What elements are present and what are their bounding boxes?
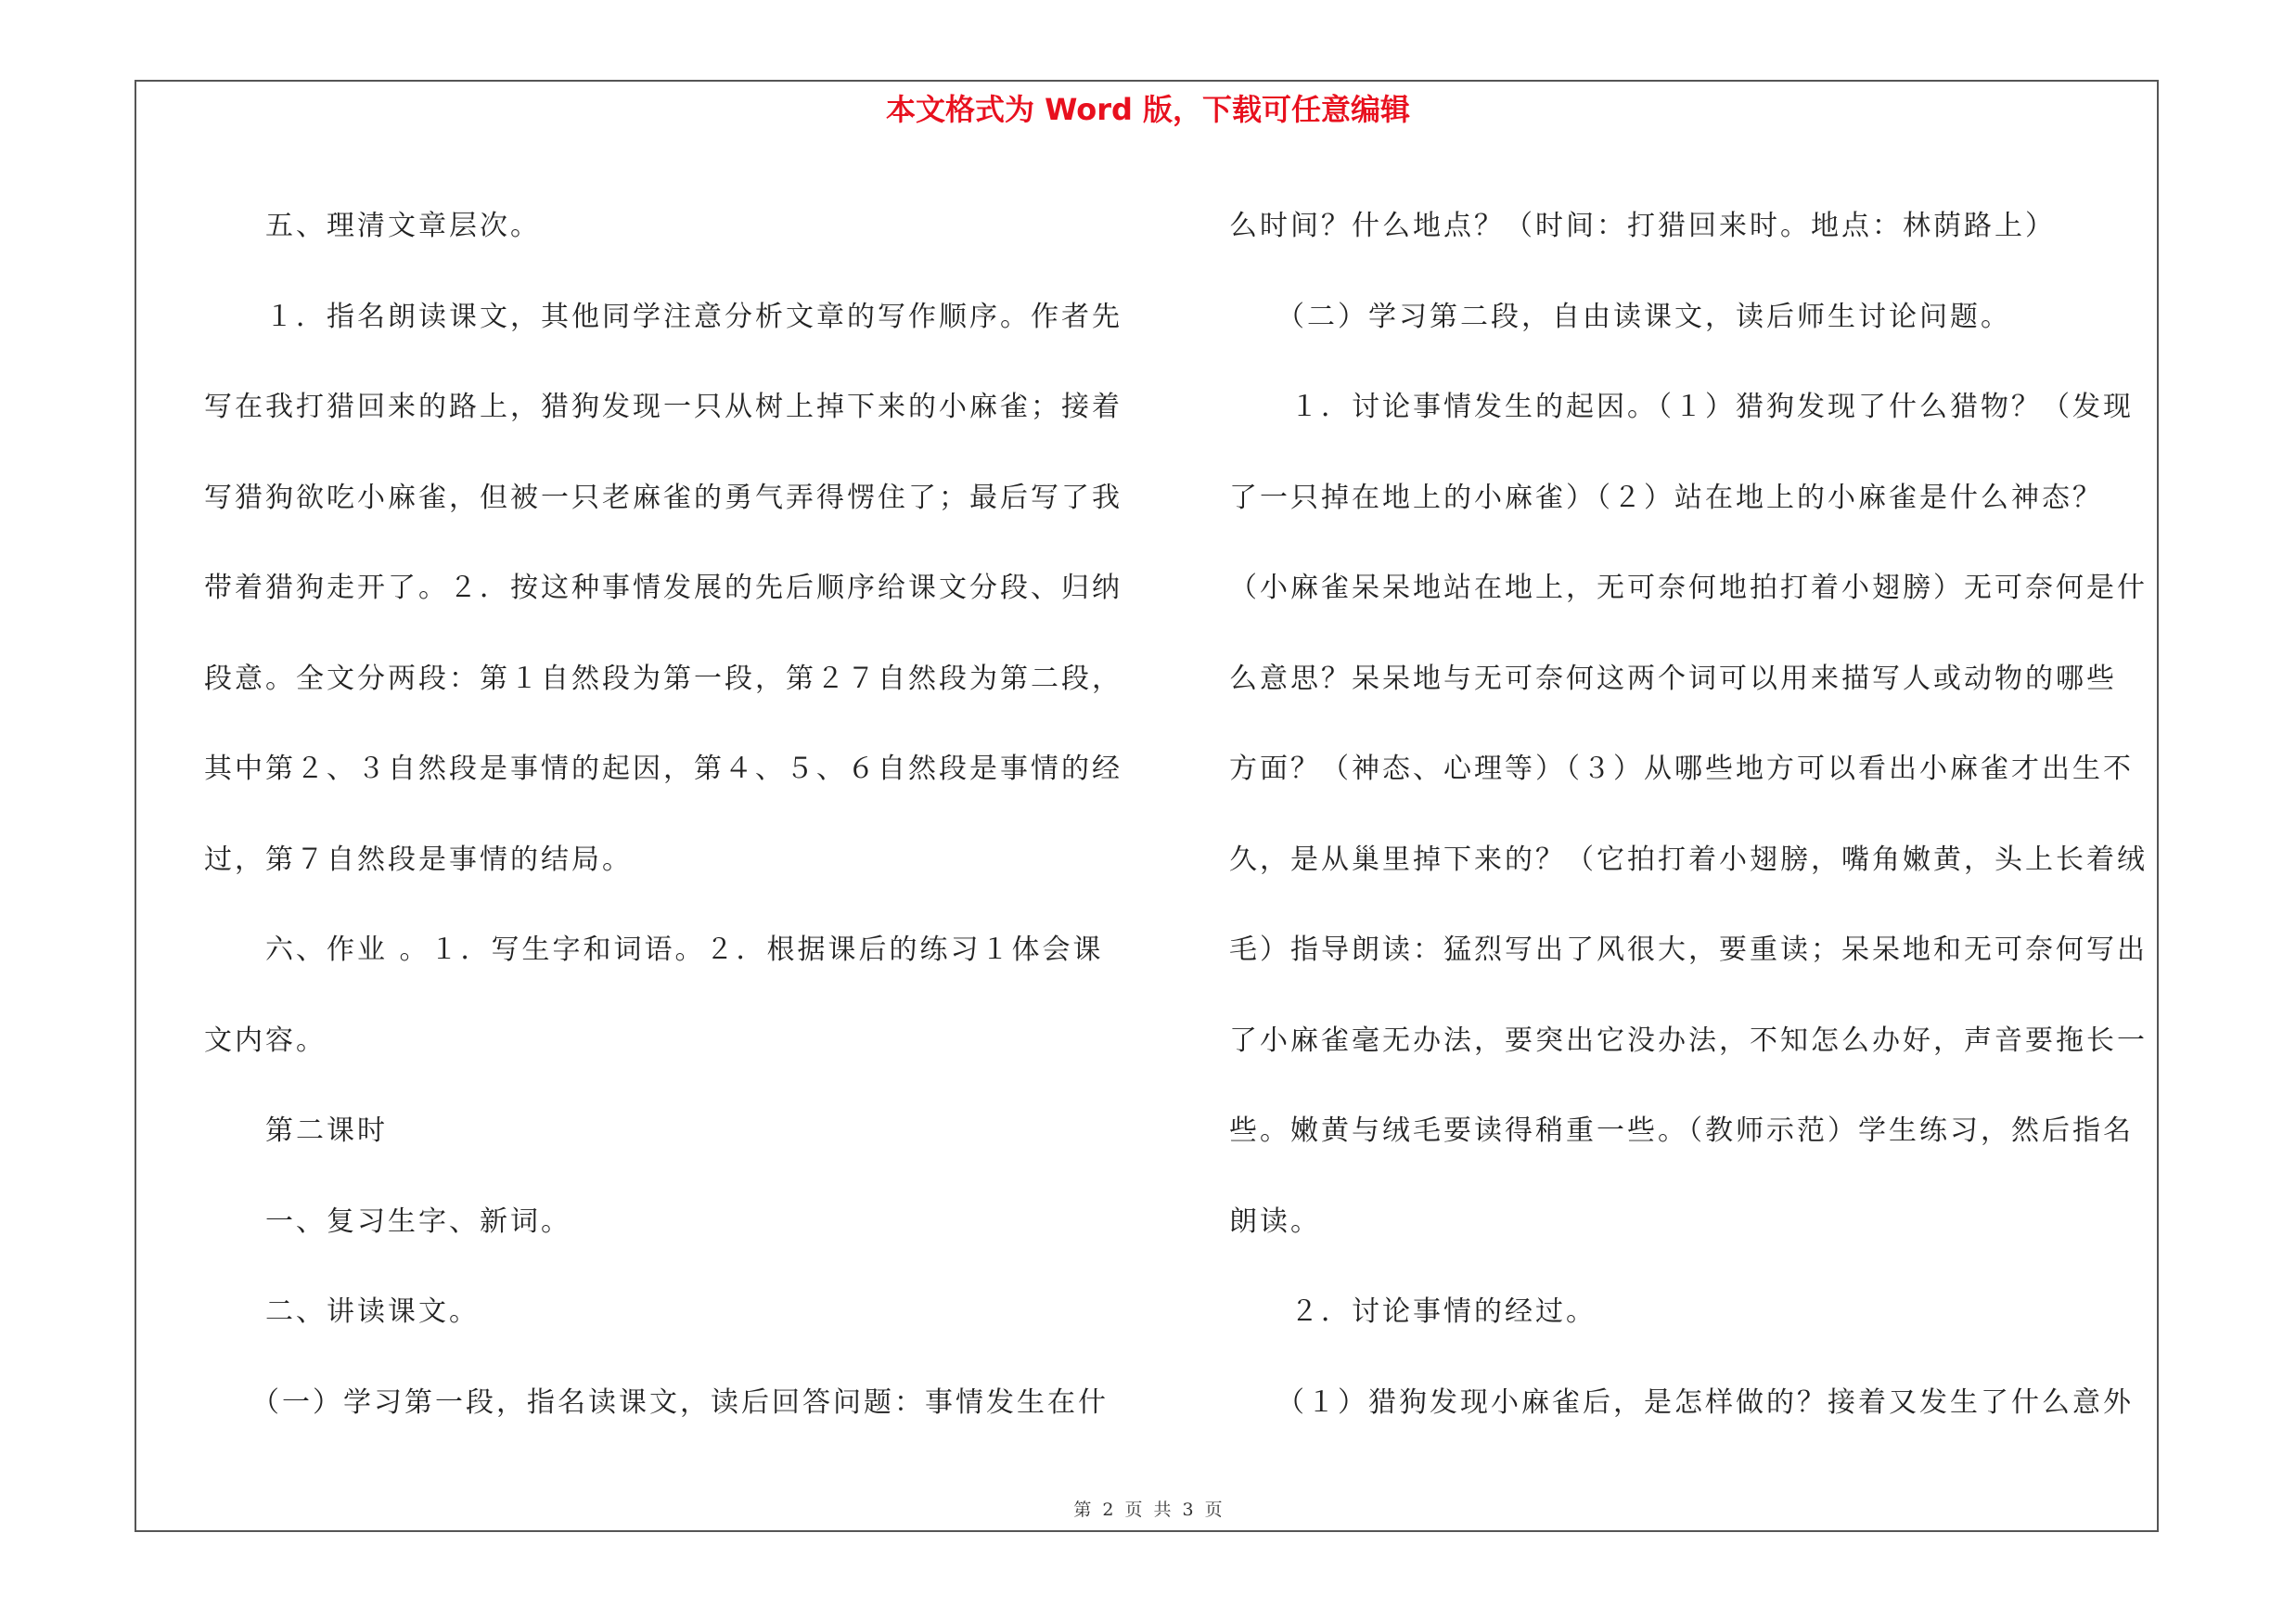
text-line: 久，是从巢里掉下来的？（它拍打着小翅膀，嘴角嫩黄，头上长着绒 xyxy=(1229,843,2148,876)
page-banner: 本文格式为 Word 版，下载可任意编辑 xyxy=(885,92,1411,127)
text-line: （一）学习第一段，指名读课文，读后回答问题：事情发生在什 xyxy=(204,1385,1109,1419)
left-column xyxy=(204,181,1141,1448)
text-line: 五、理清文章层次。 xyxy=(204,210,541,242)
text-line: （１）猎狗发现小麻雀后，是怎样做的？接着又发生了什么意外 xyxy=(1229,1385,2134,1419)
text-line: 其中第２、３自然段是事情的起因，第４、５、６自然段是事情的经 xyxy=(204,753,1122,785)
text-line: 朗读。 xyxy=(1229,1204,1321,1238)
text-line: 第二课时 xyxy=(204,1114,388,1147)
page-number: 第 2 页 共 3 页 xyxy=(1073,1500,1223,1520)
text-line: １．指名朗读课文，其他同学注意分析文章的写作顺序。作者先 xyxy=(204,300,1122,333)
text-line: 带着猎狗走开了。２．按这种事情发展的先后顺序给课文分段、归纳 xyxy=(204,572,1122,604)
text-line: 写在我打猎回来的路上，猎狗发现一只从树上掉下来的小麻雀；接着 xyxy=(204,391,1122,423)
text-line: 些。嫩黄与绒毛要读得稍重一些。（教师示范）学生练习，然后指名 xyxy=(1229,1114,2134,1147)
text-line: 么时间？什么地点？（时间：打猎回来时。地点：林荫路上） xyxy=(1229,210,2056,242)
text-line: １．讨论事情发生的起因。（１）猎狗发现了什么猎物？（发现 xyxy=(1229,391,2134,423)
text-line: 了小麻雀毫无办法，要突出它没办法，不知怎么办好，声音要拖长一 xyxy=(1229,1024,2148,1057)
text-line: 一、复习生字、新词。 xyxy=(204,1204,571,1238)
text-line: 六、作业 。１．写生字和词语。２．根据课后的练习１体会课 xyxy=(204,934,1104,966)
text-line: 方面？（神态、心理等）（３）从哪些地方可以看出小麻雀才出生不 xyxy=(1229,753,2134,785)
text-line: 文内容。 xyxy=(204,1024,327,1057)
text-line: （二）学习第二段，自由读课文，读后师生讨论问题。 xyxy=(1229,300,2011,333)
text-line: 毛）指导朗读：猛烈写出了风很大，要重读；呆呆地和无可奈何写出 xyxy=(1229,934,2148,966)
text-line: 段意。全文分两段：第１自然段为第一段，第２７自然段为第二段， xyxy=(204,662,1122,695)
text-line: 二、讲读课文。 xyxy=(204,1295,480,1328)
text-line: 写猎狗欲吃小麻雀，但被一只老麻雀的勇气弄得愣住了；最后写了我 xyxy=(204,481,1122,514)
text-line: （小麻雀呆呆地站在地上，无可奈何地拍打着小翅膀）无可奈何是什 xyxy=(1229,572,2148,604)
text-line: 过，第７自然段是事情的结局。 xyxy=(204,843,633,876)
text-line: 了一只掉在地上的小麻雀）（２）站在地上的小麻雀是什么神态？ xyxy=(1229,481,2103,514)
text-line: ２．讨论事情的经过。 xyxy=(1229,1295,1597,1328)
text-line: 么意思？呆呆地与无可奈何这两个词可以用来描写人或动物的哪些 xyxy=(1229,662,2117,695)
right-column xyxy=(1229,181,2148,1448)
